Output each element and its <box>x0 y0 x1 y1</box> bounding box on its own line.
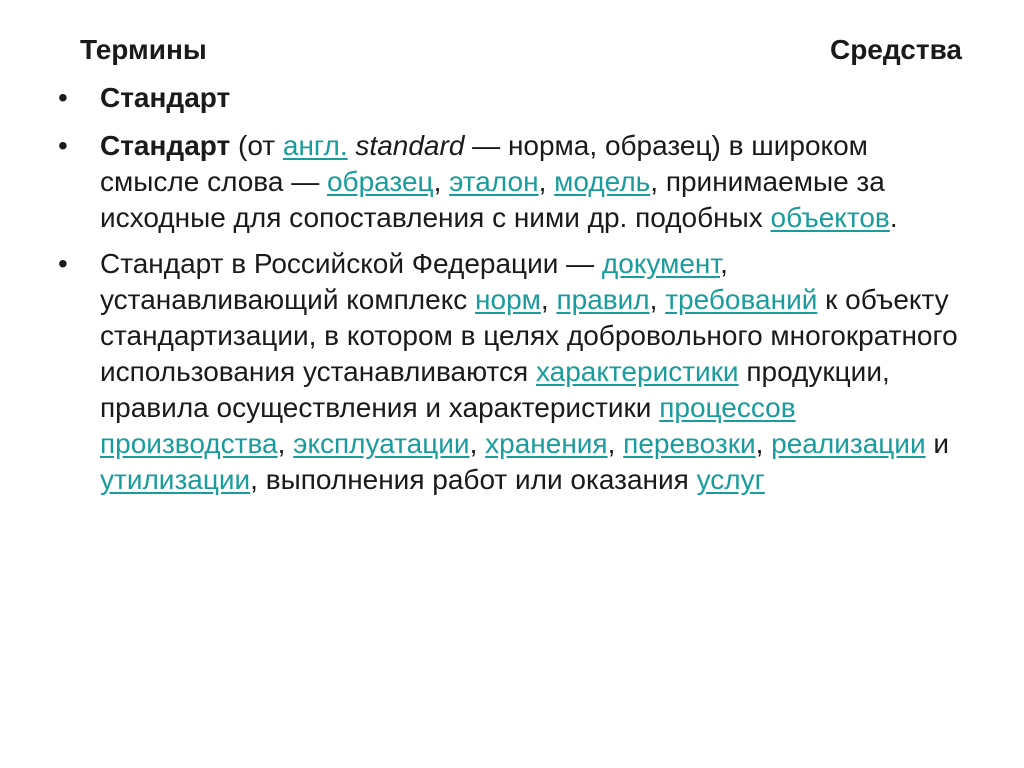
link-norm[interactable]: норм <box>475 284 541 315</box>
item3-text: , выполнения работ или оказания <box>250 464 697 495</box>
bullet-icon: • <box>58 82 68 113</box>
header-terms: Термины <box>80 34 207 65</box>
item3-text: , <box>469 428 486 459</box>
item2-text: — норма, образец) в широком смысле слова — <box>100 130 868 197</box>
item3-text: Стандарт в Российской Федерации — <box>100 248 602 279</box>
item2-text: (от <box>230 130 283 161</box>
link-ekspluatacii[interactable]: эксплуатации <box>293 428 470 459</box>
item3-text: и <box>925 428 950 459</box>
bullet-item-standard-definition <box>58 128 968 236</box>
link-objects[interactable]: объектов <box>770 202 890 233</box>
link-obrazec[interactable]: образец <box>326 166 434 197</box>
item3-text: , <box>755 428 772 459</box>
header-means: Средства <box>829 34 962 65</box>
link-etalon[interactable]: эталон <box>449 166 539 197</box>
item2-text: . <box>889 202 898 233</box>
item3-text: , <box>277 428 294 459</box>
bullet-list <box>58 80 968 508</box>
link-model[interactable]: модель <box>554 166 651 197</box>
bullet-icon: • <box>58 130 68 161</box>
link-engl[interactable]: англ. <box>282 130 348 161</box>
link-utilizacii[interactable]: утилизации <box>100 464 251 495</box>
item3-text: , <box>540 284 557 315</box>
item3-text: продукции, правила осуществления и характеристики <box>100 356 890 423</box>
link-uslug[interactable]: услуг <box>696 464 765 495</box>
item2-text: , принимаемые за исходные для сопоставления с ними др. подобных <box>100 166 885 233</box>
link-document[interactable]: документ <box>601 248 721 279</box>
link-perevozki[interactable]: перевозки <box>623 428 756 459</box>
bullet-item-standard-rf <box>58 246 968 498</box>
link-pravil[interactable]: правил <box>556 284 650 315</box>
link-trebovaniy[interactable]: требований <box>665 284 818 315</box>
link-realizacii[interactable]: реализации <box>771 428 926 459</box>
item3-text: , <box>649 284 666 315</box>
link-processov[interactable]: процессов производства <box>100 392 796 459</box>
item3-text: , устанавливающий комплекс <box>100 248 728 315</box>
bullet-icon: • <box>58 248 68 279</box>
link-hraneniya[interactable]: хранения <box>485 428 608 459</box>
item2-bold: Стандарт <box>100 130 231 161</box>
item1-bold: Стандарт <box>100 82 231 113</box>
item2-italic: standard <box>355 130 465 161</box>
slide-header <box>80 34 962 74</box>
item2-text: , <box>538 166 555 197</box>
link-harakteristiki[interactable]: характеристики <box>535 356 739 387</box>
item2-text: , <box>433 166 450 197</box>
bullet-item-standard-title <box>58 80 968 116</box>
item3-text: , <box>607 428 624 459</box>
item3-text: к объекту стандартизации, в котором в целях добровольного многократного использования устанавливаются <box>100 284 958 387</box>
